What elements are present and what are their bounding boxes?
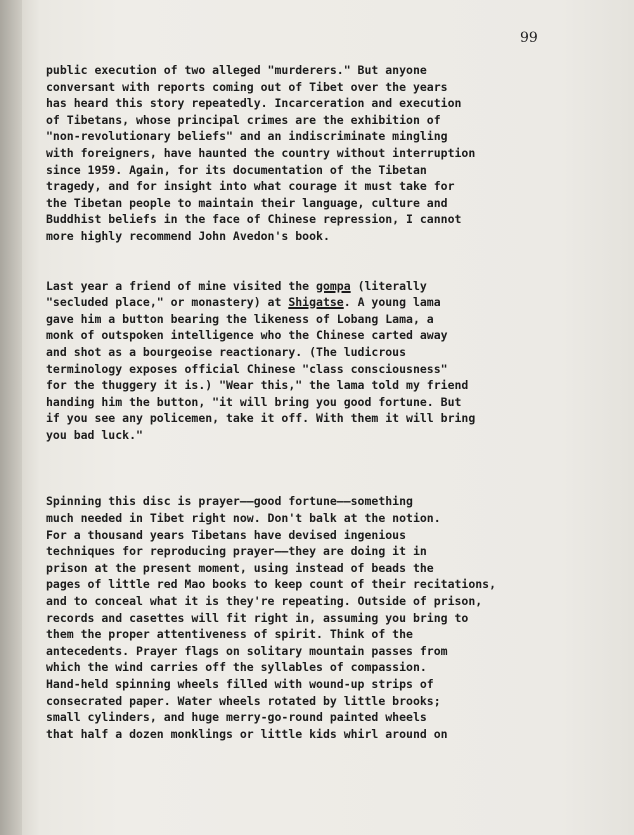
text-line: the Tibetan people to maintain their language, culture and bbox=[46, 195, 448, 210]
text-line: since 1959. Again, for its documentation of the Tibetan bbox=[46, 162, 427, 177]
page-number: 99 bbox=[520, 30, 538, 46]
text-line: which the wind carries off the syllables of compassion. bbox=[46, 660, 427, 675]
text-line: has heard this story repeatedly. Incarceration and execution bbox=[46, 96, 462, 111]
text-line: much needed in Tibet right now. Don't balk at the notion. bbox=[46, 511, 441, 526]
underlined-term: Shigatse bbox=[288, 295, 344, 310]
text-line: Hand-held spinning wheels filled with wound-up strips of bbox=[46, 677, 434, 691]
text-line: "non-revolutionary beliefs" and an indiscriminate mingling bbox=[46, 129, 448, 144]
text-line: "secluded place," or monastery) at Shigatse. A young lama bbox=[46, 295, 441, 310]
text-line: techniques for reproducing prayer——they are doing it in bbox=[46, 544, 427, 559]
book-gutter bbox=[0, 0, 22, 835]
paragraph-1 bbox=[46, 62, 552, 245]
text-line: them the proper attentiveness of spirit. Think of the bbox=[46, 627, 413, 642]
text-line: antecedents. Prayer flags on solitary mountain passes from bbox=[46, 643, 448, 658]
text-line: Spinning this disc is prayer——good fortune——something bbox=[46, 494, 413, 509]
text-line: of Tibetans, whose principal crimes are the exhibition of bbox=[46, 112, 441, 127]
text-line: for the thuggery it is.) "Wear this," the lama told my friend bbox=[46, 378, 469, 393]
body-text bbox=[46, 62, 552, 742]
text-line: small cylinders, and huge merry-go-round painted wheels bbox=[46, 710, 427, 725]
text-line: tragedy, and for insight into what courage it must take for bbox=[46, 179, 455, 194]
text-line: that half a dozen monklings or little kids whirl around on bbox=[46, 726, 448, 741]
text-line: and to conceal what it is they're repeating. Outside of prison, bbox=[46, 594, 483, 609]
text-line: prison at the present moment, using instead of beads the bbox=[46, 560, 434, 575]
text-line: Last year a friend of mine visited the gompa (literally bbox=[46, 278, 427, 293]
text-line: and shot as a bourgeoise reactionary. (The ludicrous bbox=[46, 344, 407, 359]
text-line: with foreigners, have haunted the country without interruption bbox=[46, 145, 476, 160]
paragraph-2 bbox=[46, 278, 552, 444]
text-line: consecrated paper. Water wheels rotated by little brooks; bbox=[46, 693, 441, 708]
text-line: monk of outspoken intelligence who the Chinese carted away bbox=[46, 328, 448, 343]
text-line: you bad luck." bbox=[46, 427, 143, 442]
text-line: For a thousand years Tibetans have devised ingenious bbox=[46, 527, 407, 542]
text-line: gave him a button bearing the likeness of Lobang Lama, a bbox=[46, 311, 434, 326]
text-line: more highly recommend John Avedon's book. bbox=[46, 228, 330, 243]
text-line: if you see any policemen, take it off. With them it will bring bbox=[46, 411, 476, 426]
text-line: conversant with reports coming out of Tibet over the years bbox=[46, 79, 448, 94]
text-line: records and casettes will fit right in, assuming you bring to bbox=[46, 610, 469, 625]
text-line: terminology exposes official Chinese "class consciousness" bbox=[46, 361, 448, 376]
text-line: Buddhist beliefs in the face of Chinese repression, I cannot bbox=[46, 212, 462, 227]
paragraph-3 bbox=[46, 493, 552, 742]
text-line: public execution of two alleged "murderers." But anyone bbox=[46, 63, 427, 77]
text-line: handing him the button, "it will bring you good fortune. But bbox=[46, 394, 462, 409]
text-line: pages of little red Mao books to keep count of their recitations, bbox=[46, 577, 497, 592]
underlined-term: gompa bbox=[316, 278, 351, 293]
